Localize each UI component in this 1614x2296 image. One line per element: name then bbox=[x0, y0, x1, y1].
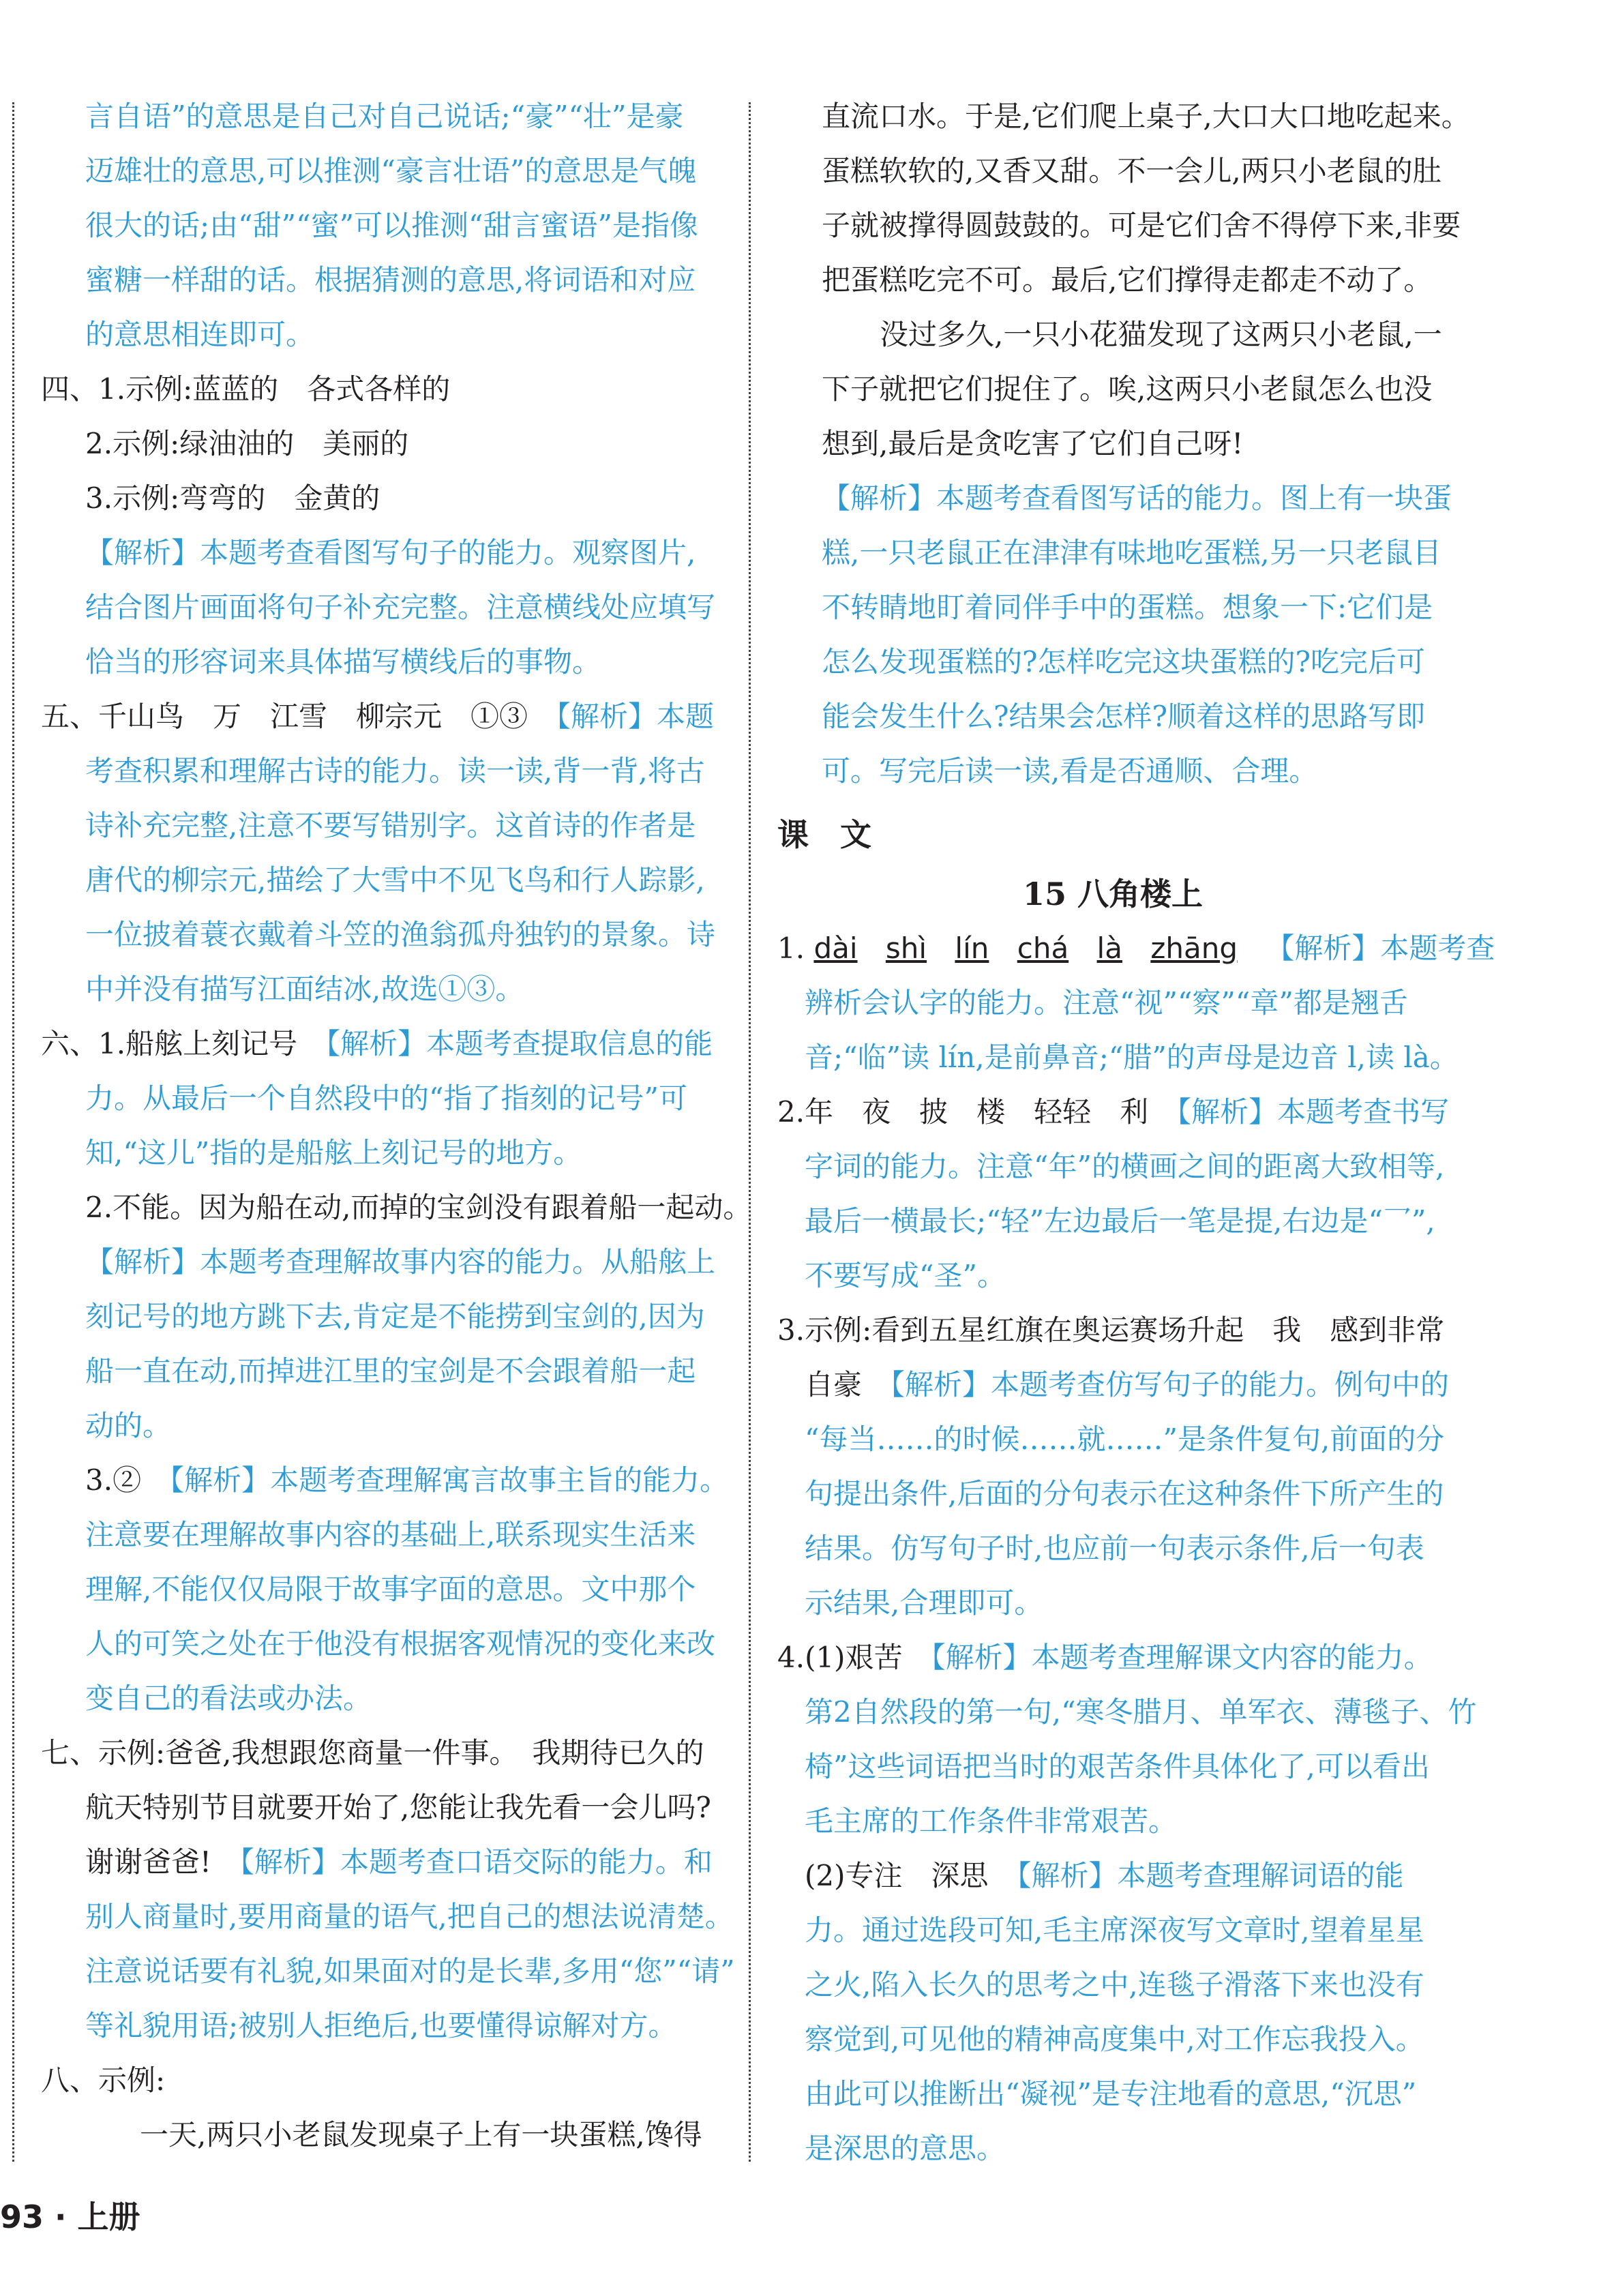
text-line: 字词的能力。注意“年”的横画之间的距离大致相等, bbox=[805, 1150, 1445, 1183]
text-line: 【解析】本题考查理解故事内容的能力。从船舷上 bbox=[85, 1245, 716, 1279]
text-line: 由此可以推断出“凝视”是专注地看的意思,“沉思” bbox=[805, 2077, 1417, 2111]
text-line: 3.示例:弯弯的 金黄的 bbox=[85, 481, 380, 515]
text-line: 把蛋糕吃完不可。最后,它们撑得走都走不动了。 bbox=[822, 263, 1433, 297]
text-line: 八、示例: bbox=[41, 2063, 166, 2097]
text-line: 七、示例:爸爸,我想跟您商量一件事。 我期待已久的 bbox=[41, 1736, 704, 1770]
pinyin-answer: shì bbox=[885, 931, 927, 965]
pinyin-answer: chá bbox=[1017, 931, 1069, 965]
text-line: 不要写成“圣”。 bbox=[805, 1259, 1006, 1292]
text-line: 句提出条件,后面的分句表示在这种条件下所产生的 bbox=[805, 1477, 1444, 1510]
pinyin-answer: zhāng bbox=[1150, 931, 1238, 965]
q1-analysis-line: 辨析会认字的能力。注意“视”“察”“章”都是翘舌 bbox=[805, 986, 1408, 1019]
text-line: 子就被撑得圆鼓鼓的。可是它们舍不得停下来,非要 bbox=[822, 209, 1461, 242]
text-line: 椅”这些词语把当时的艰苦条件具体化了,可以看出 bbox=[805, 1750, 1430, 1783]
text-line: 3.② 【解析】本题考查理解寓言故事主旨的能力。 bbox=[85, 1463, 729, 1497]
text-line: 人的可笑之处在于他没有根据客观情况的变化来改 bbox=[85, 1627, 716, 1660]
pinyin-answer: là bbox=[1096, 931, 1122, 965]
text-line: 航天特别节目就要开始了,您能让我先看一会儿吗? bbox=[85, 1791, 711, 1824]
text-line: 2.不能。因为船在动,而掉的宝剑没有跟着船一起动。 bbox=[85, 1191, 752, 1224]
text-line: 六、1.船舷上刻记号 【解析】本题考查提取信息的能 bbox=[41, 1027, 713, 1060]
text-line: 直流口水。于是,它们爬上桌子,大口大口地吃起来。 bbox=[822, 100, 1470, 133]
left-margin-rule bbox=[12, 102, 14, 2162]
text-line: 第2自然段的第一句,“寒冬腊月、单军衣、薄毯子、竹 bbox=[805, 1695, 1477, 1729]
text-line: 知,“这儿”指的是船舷上刻记号的地方。 bbox=[85, 1136, 582, 1169]
text-line: 一天,两只小老鼠发现桌子上有一块蛋糕,馋得 bbox=[140, 2118, 702, 2151]
text-line: 想到,最后是贪吃害了它们自己呀! bbox=[822, 427, 1244, 460]
text-line: (2)专注 深思 【解析】本题考查理解词语的能 bbox=[805, 1859, 1404, 1892]
text-line: 结果。仿写句子时,也应前一句表示条件,后一句表 bbox=[805, 1532, 1424, 1565]
text-line: 没过多久,一只小花猫发现了这两只小老鼠,一 bbox=[880, 318, 1442, 351]
text-line: 很大的话;由“甜”“蜜”可以推测“甜言蜜语”是指像 bbox=[85, 209, 698, 242]
text-line: 【解析】本题考查看图写句子的能力。观察图片, bbox=[85, 536, 696, 569]
text-line: 3.示例:看到五星红旗在奥运赛场升起 我 感到非常 bbox=[777, 1313, 1445, 1347]
text-line: 怎么发现蛋糕的?怎样吃完这块蛋糕的?吃完后可 bbox=[822, 645, 1426, 679]
pinyin-answer: dài bbox=[813, 931, 858, 965]
text-line: 一位披着蓑衣戴着斗笠的渔翁孤舟独钓的景象。诗 bbox=[85, 918, 716, 951]
text-line: 下子就把它们捉住了。唉,这两只小老鼠怎么也没 bbox=[822, 372, 1433, 406]
section-heading: 课 文 bbox=[777, 816, 871, 853]
text-line: 迈雄壮的意思,可以推测“豪言壮语”的意思是气魄 bbox=[85, 154, 697, 188]
text-line: 毛主席的工作条件非常艰苦。 bbox=[805, 1804, 1178, 1838]
text-line: 能会发生什么?结果会怎样?顺着这样的思路写即 bbox=[822, 700, 1426, 733]
text-line: 自豪 【解析】本题考查仿写句子的能力。例句中的 bbox=[805, 1368, 1450, 1401]
text-line: 最后一横最长;“轻”左边最后一笔是提,右边是“乛”, bbox=[805, 1204, 1435, 1238]
text-line: 示结果,合理即可。 bbox=[805, 1586, 1043, 1620]
page-footer: 93 · 上册 bbox=[0, 2198, 140, 2235]
analysis-tag: 【解析】本题考查 bbox=[1266, 931, 1495, 965]
q1-analysis-line: 音;“临”读 lín,是前鼻音;“腊”的声母是边音 l,读 là。 bbox=[805, 1041, 1459, 1074]
text-line: 的意思相连即可。 bbox=[85, 318, 315, 351]
lesson-title: 15 八角楼上 bbox=[1023, 876, 1204, 912]
text-line: 不转睛地盯着同伴手中的蛋糕。想象一下:它们是 bbox=[822, 591, 1433, 624]
text-line: 变自己的看法或办法。 bbox=[85, 1682, 372, 1715]
text-line: “每当……的时候……就……”是条件复句,前面的分 bbox=[805, 1422, 1445, 1456]
text-line: 唐代的柳宗元,描绘了大雪中不见飞鸟和行人踪影, bbox=[85, 863, 705, 897]
text-line: 糕,一只老鼠正在津津有味地吃蛋糕,另一只老鼠目 bbox=[822, 536, 1441, 569]
text-line: 注意要在理解故事内容的基础上,联系现实生活来 bbox=[85, 1518, 696, 1551]
pinyin-answer: lín bbox=[955, 931, 989, 965]
text-line: 可。写完后读一读,看是否通顺、合理。 bbox=[822, 754, 1318, 788]
text-line: 力。从最后一个自然段中的“指了指刻的记号”可 bbox=[85, 1082, 687, 1115]
text-line: 诗补充完整,注意不要写错别字。这首诗的作者是 bbox=[85, 809, 696, 842]
text-line: 五、千山鸟 万 江雪 柳宗元 ①③ 【解析】本题 bbox=[41, 700, 715, 733]
text-line: 2.年 夜 披 楼 轻轻 利 【解析】本题考查书写 bbox=[777, 1095, 1450, 1129]
text-line: 蜜糖一样甜的话。根据猜测的意思,将词语和对应 bbox=[85, 263, 696, 297]
text-line: 结合图片画面将句子补充完整。注意横线处应填写 bbox=[85, 591, 716, 624]
text-line: 察觉到,可见他的精神高度集中,对工作忘我投入。 bbox=[805, 2023, 1424, 2056]
text-line: 言自语”的意思是自己对自己说话;“豪”“壮”是豪 bbox=[85, 100, 684, 133]
q1-pinyin-line bbox=[777, 931, 1495, 965]
text-line: 中并没有描写江面结冰,故选①③。 bbox=[85, 972, 524, 1006]
text-line: 理解,不能仅仅局限于故事字面的意思。文中那个 bbox=[85, 1572, 696, 1606]
text-line: 船一直在动,而掉进江里的宝剑是不会跟着船一起 bbox=[85, 1354, 696, 1388]
q1-number: 1. bbox=[777, 931, 805, 965]
text-line: 考查积累和理解古诗的能力。读一读,背一背,将古 bbox=[85, 754, 705, 788]
text-line: 是深思的意思。 bbox=[805, 2132, 1006, 2165]
text-line: 力。通过选段可知,毛主席深夜写文章时,望着星星 bbox=[805, 1913, 1424, 1947]
text-line: 动的。 bbox=[85, 1409, 172, 1442]
text-line: 之火,陷入长久的思考之中,连毯子滑落下来也没有 bbox=[805, 1968, 1424, 2001]
column-divider-rule bbox=[749, 102, 751, 2162]
text-line: 别人商量时,要用商量的语气,把自己的想法说清楚。 bbox=[85, 1900, 734, 1933]
text-line: 谢谢爸爸! 【解析】本题考查口语交际的能力。和 bbox=[85, 1845, 713, 1879]
text-line: 【解析】本题考查看图写话的能力。图上有一块蛋 bbox=[822, 481, 1452, 515]
text-line: 2.示例:绿油油的 美丽的 bbox=[85, 427, 409, 460]
text-line: 4.(1)艰苦 【解析】本题考查理解课文内容的能力。 bbox=[777, 1641, 1433, 1674]
text-line: 等礼貌用语;被别人拒绝后,也要懂得谅解对方。 bbox=[85, 2009, 677, 2042]
text-line: 恰当的形容词来具体描写横线后的事物。 bbox=[85, 645, 601, 679]
text-line: 蛋糕软软的,又香又甜。不一会儿,两只小老鼠的肚 bbox=[822, 154, 1441, 188]
text-line: 四、1.示例:蓝蓝的 各式各样的 bbox=[41, 372, 451, 406]
text-line: 刻记号的地方跳下去,肯定是不能捞到宝剑的,因为 bbox=[85, 1300, 705, 1333]
text-line: 注意说话要有礼貌,如果面对的是长辈,多用“您”“请” bbox=[85, 1954, 735, 1988]
